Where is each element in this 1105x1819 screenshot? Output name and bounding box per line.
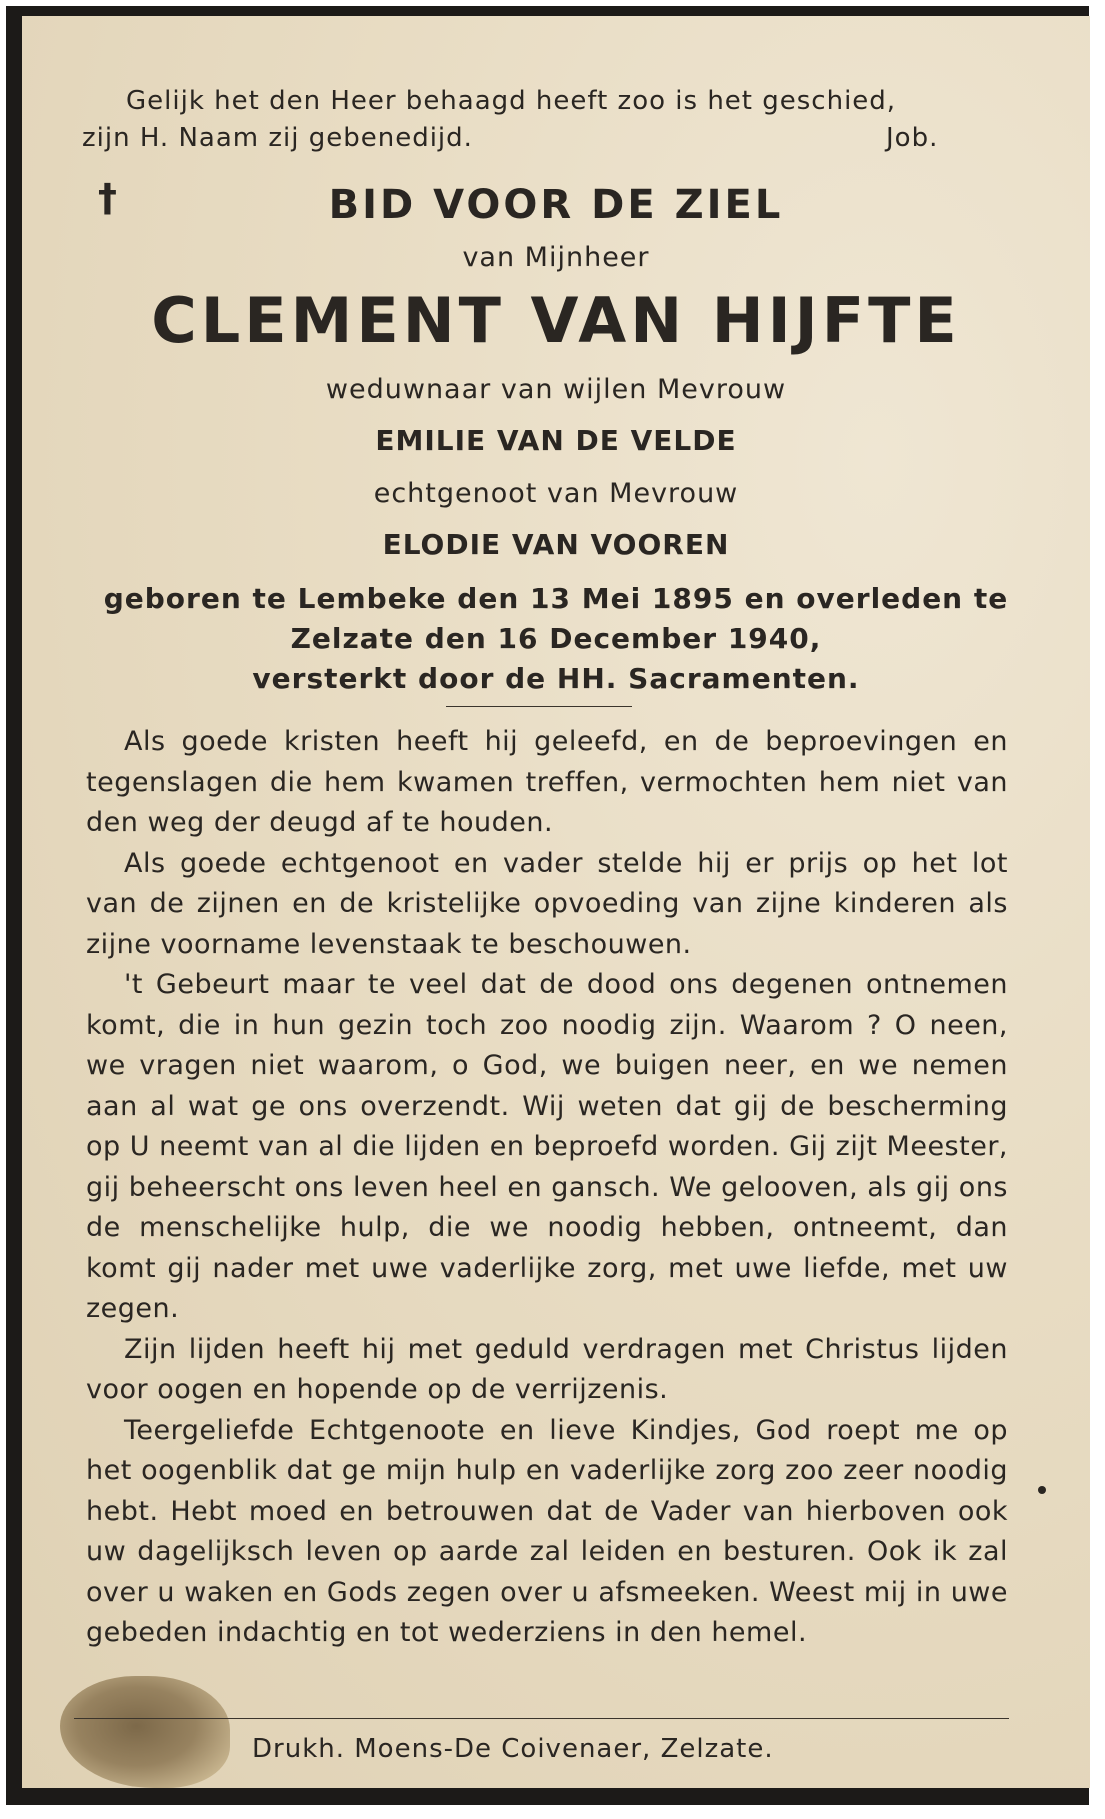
memorial-card	[6, 6, 1089, 1805]
quote-line-2: zijn H. Naam zij gebenedijd.	[82, 123, 473, 153]
paper	[22, 16, 1090, 1788]
widower-line: weduwnaar van wijlen Mevrouw	[325, 374, 787, 405]
stain	[60, 1676, 230, 1788]
printer-credit: Drukh. Moens-De Coivenaer, Zelzate.	[252, 1734, 774, 1764]
ink-dot	[1038, 1486, 1046, 1494]
prayer-heading: BID VOOR DE ZIEL	[328, 182, 784, 228]
wife-name: ELODIE VAN VOOREN	[382, 528, 730, 561]
quote-source: Job.	[886, 123, 939, 153]
quote-line-1: Gelijk het den Heer behaagd heeft zoo is het geschied,	[126, 86, 897, 116]
cross-icon: †	[98, 176, 117, 220]
body-text	[86, 722, 1008, 1654]
paragraph: Als goede kristen heeft hij geleefd, en de beproevingen en tegenslagen die hem kwamen treffen, vermochten hem niet van den weg der deugd af te houden.	[86, 726, 1008, 838]
sacraments-line: versterkt door de HH. Sacramenten.	[252, 662, 860, 695]
spouse-line: echtgenoot van Mevrouw	[373, 478, 739, 509]
paragraph: Als goede echtgenoot en vader stelde hij er prijs op het lot van de zijnen en de kristelijke opvoeding van zijne kinderen als zijne voorname levenstaak te beschouwen.	[86, 847, 1008, 960]
paragraph: Zijn lijden heeft hij met geduld verdragen met Christus lijden voor oogen en hopende op de verrijzenis.	[86, 1333, 1008, 1405]
birth-death-line-2: Zelzate den 16 December 1940,	[290, 622, 822, 655]
divider	[446, 706, 632, 707]
deceased-name: CLEMENT VAN HIJFTE	[151, 284, 961, 357]
van-mijnheer: van Mijnheer	[462, 242, 650, 273]
paragraph: 't Gebeurt maar te veel dat de dood ons degenen ontnemen komt, die in hun gezin toch zoo noodig zijn. Waarom ? O neen, we vragen niet waarom, o God, we buigen neer, en we nemen aan al wat ge ons overzendt. Wij weten dat gij de bescherming op U neemt van al die lijden en beproefd worden. Gij zijt Meester, gij beheerscht ons leven heel en gansch. We gelooven, als gij ons de menschelijke hulp, die we noodig hebben, ontneemt, dan komt gij nader met uwe vaderlijke zorg, met uwe liefde, met uw zegen.	[86, 969, 1008, 1324]
first-wife-name: EMILIE VAN DE VELDE	[375, 424, 737, 457]
footer-rule	[74, 1718, 1009, 1719]
birth-death-line-1: geboren te Lembeke den 13 Mei 1895 en overleden te	[103, 582, 1009, 615]
paragraph: Teergeliefde Echtgenoote en lieve Kindjes, God roept me op het oogenblik dat ge mijn hulp en vaderlijke zorg zoo zeer noodig hebt. Hebt moed en betrouwen dat de Vader van hierboven ook uw dagelijksch leven op aarde zal leiden en besturen. Ook ik zal over u waken en Gods zegen over u afsmeeken. Weest mij in uwe gebeden indachtig en tot wederziens in den hemel.	[86, 1414, 1008, 1648]
